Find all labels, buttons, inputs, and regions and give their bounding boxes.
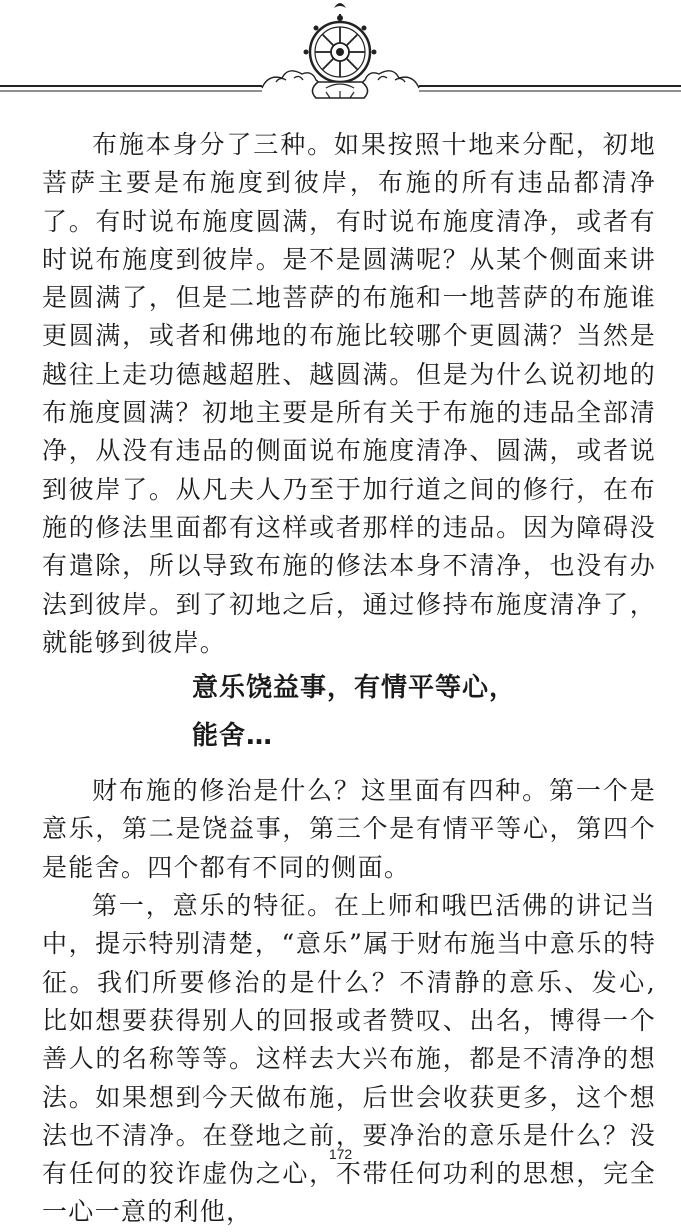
page-header-ornament (0, 0, 681, 110)
paragraph-2: 财布施的修治是什么？这里面有四种。第一个是意乐，第二是饶益事，第三个是有情平等心，第四个是能舍。四个都有不同的侧面。 (42, 776, 656, 882)
paragraph-1: 布施本身分了三种。如果按照十地来分配，初地菩萨主要是布施度到彼岸，布施的所有违品都清净了。有时说布施度圆满，有时说布施度清净，或者有时说布施度到彼岸。是不是圆满呢？从某个侧面来讲是圆满了，但是二地菩萨的布施和一地菩萨的布施谁更圆满，或者和佛地的布施比较哪个更圆满？当然是越往上走功德越超胜、越圆满。但是为什么说初地的布施度圆满？初地主要是所有关于布施的违品全部清净，从没有违品的侧面说布施度清净、圆满，或者说到彼岸了。从凡夫人乃至于加行道之间的修行，在布施的修法里面都有这样或者那样的违品。因为障碍没有遣除，所以导致布施的修法本身不清净，也没有办法到彼岸。到了初地之后，通过修持布施度清净了，就能够到彼岸。 (42, 130, 656, 657)
verse-block (42, 664, 656, 760)
page-body (42, 126, 656, 1232)
verse-line-1: 意乐饶益事，有情平等心， (192, 673, 517, 704)
verse-line-2: 能舍… (192, 721, 274, 752)
dharma-wheel-icon (0, 0, 681, 110)
page-number: 172 (328, 1146, 353, 1162)
paragraph-3: 第一，意乐的特征。在上师和哦巴活佛的讲记当中，提示特别清楚，“意乐”属于财布施当中意乐的特征。我们所要修治的是什么？不清静的意乐、发心,比如想要获得别人的回报或者赞叹、出名，博得一个善人的名称等等。这样去大兴布施，都是不清净的想法。如果想到今天做布施，后世会收获更多，这个想法也不清净。在登地之前，要净治的意乐是什么？没有任何的狡诈虚伪之心，不带任何功利的思想，完全一心一意的利他， (42, 891, 656, 1227)
